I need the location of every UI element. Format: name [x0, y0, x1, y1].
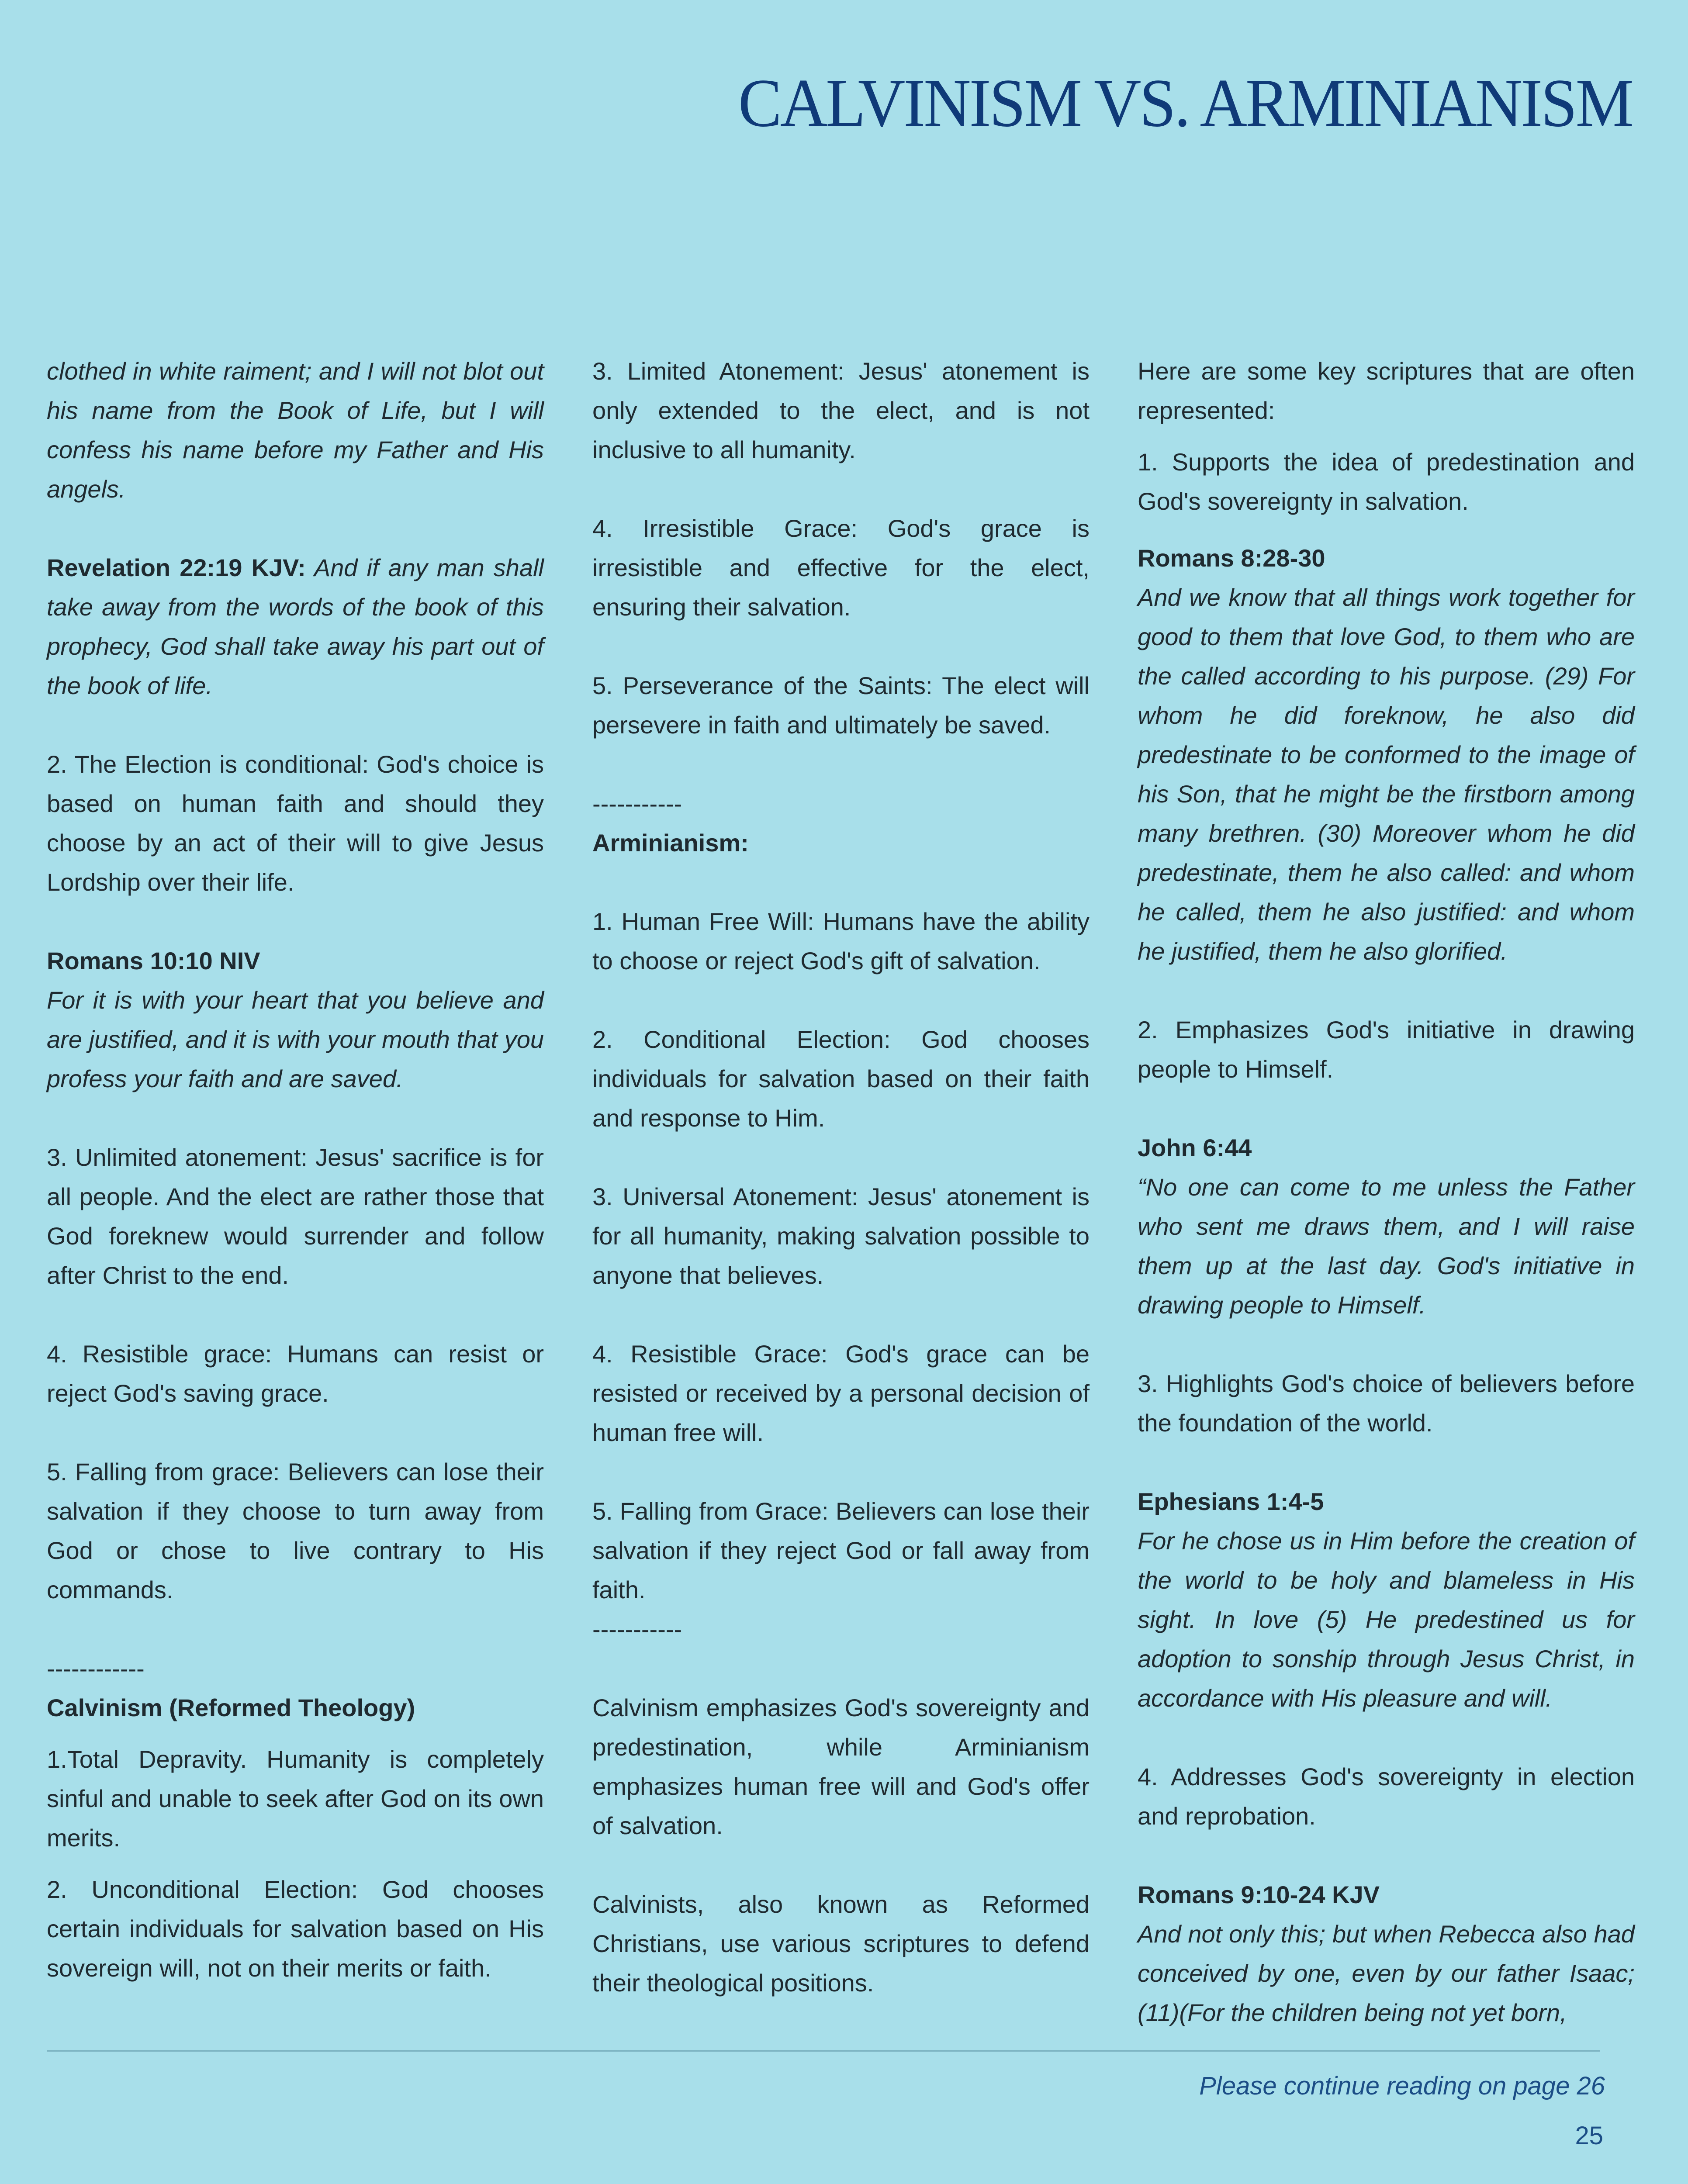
scripture-reference: Romans 9:10-24 KJV	[1138, 1881, 1380, 1908]
paragraph: 1. Human Free Will: Humans have the ability to choose or reject God's gift of salvation.	[592, 908, 1090, 975]
paragraph: 3. Highlights God's choice of believers before the foundation of the world.	[1138, 1370, 1635, 1437]
paragraph: 3. Limited Atonement: Jesus' atonement is only extended to the elect, and is not inclusive to all humanity.	[592, 357, 1090, 463]
paragraph: 2. Conditional Election: God chooses individuals for salvation based on their faith and response to Him.	[592, 1026, 1090, 1132]
scripture-reference: Romans 8:28-30	[1138, 544, 1325, 572]
paragraph: Here are some key scriptures that are often represented:	[1138, 357, 1635, 424]
column-2	[592, 352, 1090, 2042]
column-1	[47, 352, 544, 2027]
page-title: CALVINISM VS. ARMINIANISM	[738, 65, 1632, 142]
continue-note: Please continue reading on page 26	[1199, 2072, 1605, 2100]
section-heading: Arminianism:	[592, 829, 749, 857]
scripture-reference: Ephesians 1:4-5	[1138, 1488, 1324, 1515]
separator: -----------	[592, 1615, 682, 1643]
separator: ------------	[47, 1655, 145, 1682]
paragraph: 3. Unlimited atonement: Jesus' sacrifice is for all people. And the elect are rather those that God foreknew would surrender and follow after Christ to the end.	[47, 1144, 544, 1289]
scripture-text: For it is with your heart that you believe and are justified, and it is with your mouth that you profess your faith and are saved.	[47, 986, 544, 1092]
scripture-text: And not only this; but when Rebecca also had conceived by one, even by our father Isaac; (11)(For the children being not yet born,	[1138, 1920, 1635, 2026]
paragraph: 4. Resistible Grace: God's grace can be resisted or received by a personal decision of human free will.	[592, 1340, 1090, 1446]
footer-divider	[47, 2050, 1600, 2052]
scripture-block	[47, 548, 544, 705]
scripture-text: clothed in white raiment; and I will not blot out his name from the Book of Life, but I will confess his name before my Father and His angels.	[47, 357, 544, 503]
section-heading: Calvinism (Reformed Theology)	[47, 1694, 415, 1721]
scripture-text: And we know that all things work together for good to them that love God, to them who are the called according to his purpose. (29) For whom he did foreknow, he also did predestinate to be conformed to the image of his Son, that he might be the firstborn among many brethren. (30) Moreover whom he did predestinate, them he also called: and whom he called, them he also justified: and whom he justified, them he also glorified.	[1138, 584, 1635, 965]
paragraph: 1. Supports the idea of predestination and God's sovereignty in salvation.	[1138, 448, 1635, 515]
scripture-reference: Revelation 22:19 KJV:	[47, 554, 306, 581]
paragraph: 4. Addresses God's sovereignty in election and reprobation.	[1138, 1763, 1635, 1830]
separator: -----------	[592, 790, 682, 817]
paragraph: 5. Falling from Grace: Believers can lose their salvation if they reject God or fall away from faith.	[592, 1497, 1090, 1603]
scripture-text: And if any man shall take away from the words of the book of this prophecy, God shall take away his part out of the book of life.	[47, 554, 544, 699]
paragraph: Calvinists, also known as Reformed Christians, use various scriptures to defend their theological positions.	[592, 1890, 1090, 1997]
paragraph: 5. Perseverance of the Saints: The elect will persevere in faith and ultimately be saved.	[592, 672, 1090, 739]
paragraph: Calvinism emphasizes God's sovereignty and predestination, while Arminianism emphasizes human free will and God's offer of salvation.	[592, 1694, 1090, 1839]
scripture-text: For he chose us in Him before the creation of the world to be holy and blameless in His sight. In love (5) He predestined us for adoption to sonship through Jesus Christ, in accordance with His pleasure and will.	[1138, 1527, 1635, 1712]
paragraph: 3. Universal Atonement: Jesus' atonement is for all humanity, making salvation possible to anyone that believes.	[592, 1183, 1090, 1289]
scripture-text: “No one can come to me unless the Father who sent me draws them, and I will raise them up at the last day. God's initiative in drawing people to Himself.	[1138, 1173, 1635, 1319]
paragraph: 4. Resistible grace: Humans can resist or reject God's saving grace.	[47, 1340, 544, 1407]
scripture-reference: John 6:44	[1138, 1134, 1252, 1161]
page-number: 25	[1575, 2122, 1603, 2150]
scripture-reference: Romans 10:10 NIV	[47, 947, 260, 975]
paragraph: 5. Falling from grace: Believers can lose their salvation if they choose to turn away from God or chose to live contrary to His commands.	[47, 1458, 544, 1603]
column-3	[1138, 352, 1635, 2032]
paragraph: 2. The Election is conditional: God's choice is based on human faith and should they choose by an act of their will to give Jesus Lordship over their life.	[47, 750, 544, 896]
paragraph: 2. Unconditional Election: God chooses certain individuals for salvation based on His sovereign will, not on their merits or faith.	[47, 1876, 544, 1982]
paragraph: 4. Irresistible Grace: God's grace is irresistible and effective for the elect, ensuring their salvation.	[592, 515, 1090, 621]
paragraph: 1.Total Depravity. Humanity is completely sinful and unable to seek after God on its own merits.	[47, 1745, 544, 1852]
paragraph: 2. Emphasizes God's initiative in drawing people to Himself.	[1138, 1016, 1635, 1083]
